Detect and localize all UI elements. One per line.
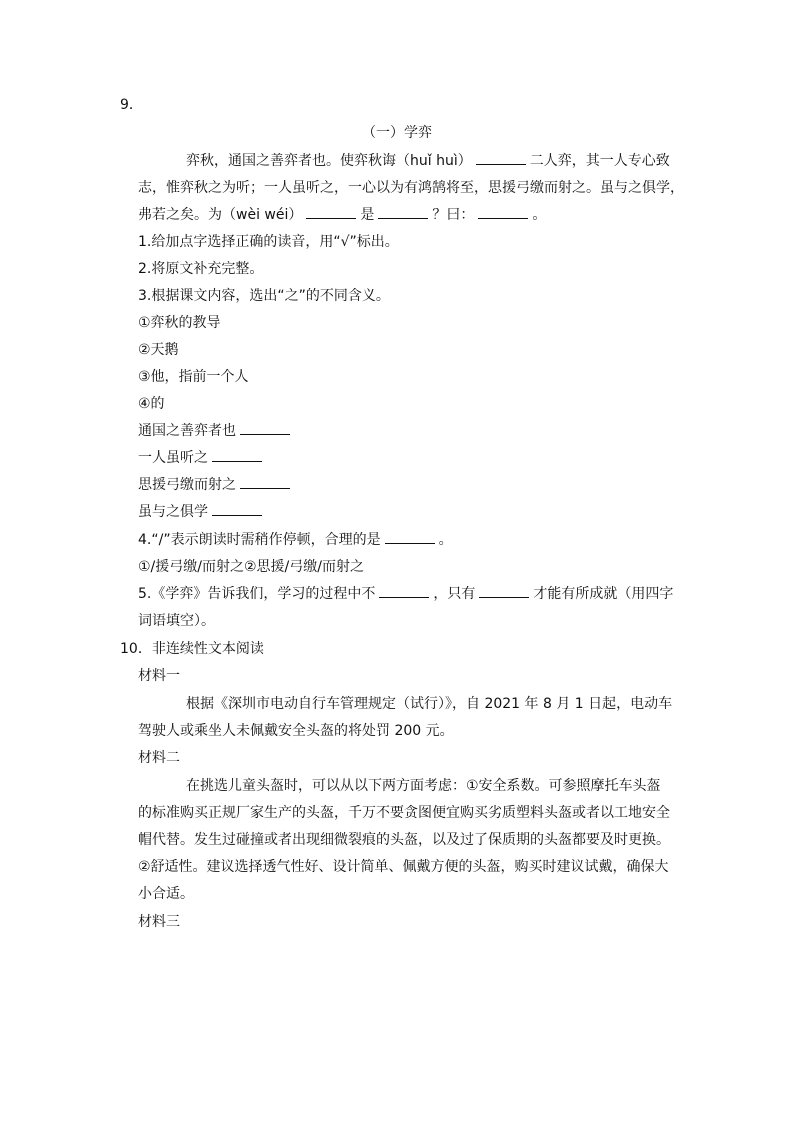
sub-question-3: 3.根据课文内容，选出“之”的不同含义。: [138, 288, 390, 304]
match-item-2: [138, 449, 266, 467]
match-item-1: [138, 422, 294, 440]
match-text: 通国之善弈者也: [138, 423, 236, 439]
material-1-line-2: 驾驶人或乘坐人未佩戴安全头盔的将处罚 200 元。: [138, 723, 454, 739]
question-text: ，只有: [433, 586, 476, 602]
question-text: 。: [438, 532, 453, 548]
passage-line-3: [138, 206, 546, 224]
option-1: ①弈秋的教导: [138, 315, 221, 331]
material-1-label: 材料一: [138, 668, 180, 684]
passage-text: 。: [532, 207, 547, 223]
passage-text: ？曰：: [432, 207, 475, 223]
blank-1[interactable]: [476, 152, 526, 165]
sub-question-1: 1.给加点字选择正确的读音，用“√”标出。: [138, 234, 399, 250]
question-text: 4.“/”表示朗读时需稍作停顿，合理的是: [138, 532, 381, 548]
material-2-line-2: 的标准购买正规厂家生产的头盔，千万不要贪图便宜购买劣质塑料头盔或者以工地安全: [138, 805, 670, 821]
match-text: 虽与之俱学: [138, 504, 208, 520]
option-4: ④的: [138, 396, 165, 412]
match-blank-4[interactable]: [212, 503, 262, 516]
question-number-9: 9．: [120, 97, 143, 113]
option-3: ③他，指前一个人: [138, 369, 249, 385]
match-item-3: [138, 476, 294, 494]
question-10-header: 10．非连续性文本阅读: [120, 641, 264, 657]
passage-text: 二人弈，其一人专心致: [529, 153, 670, 169]
match-text: 思援弓缴而射之: [138, 477, 236, 493]
passage-line-2: 志，惟弈秋之为听；一人虽听之，一心以为有鸿鹄将至，思援弓缴而射之。虽与之俱学，: [138, 180, 684, 196]
blank-7[interactable]: [479, 585, 529, 598]
question-text: 5.《学弈》告诉我们，学习的过程中不: [138, 586, 376, 602]
passage-text: 弈秋，通国之善弈者也。使弈秋诲（huǐ huì）: [186, 153, 472, 169]
material-3-label: 材料三: [138, 914, 180, 930]
blank-3[interactable]: [378, 206, 428, 219]
sub-question-5-cont: 词语填空）。: [138, 613, 215, 629]
sub-question-4-options: ①/援弓缴/而射之②思援/弓缴/而射之: [138, 559, 364, 575]
blank-2[interactable]: [306, 206, 356, 219]
sub-question-5: [138, 585, 673, 603]
match-text: 一人虽听之: [138, 450, 208, 466]
passage-text: 弗若之矣。为（wèi wéi）: [138, 207, 303, 223]
match-blank-3[interactable]: [240, 476, 290, 489]
match-blank-2[interactable]: [212, 449, 262, 462]
passage-line-1: [186, 152, 670, 170]
material-2-line-5: 小合适。: [138, 886, 194, 902]
material-1-line-1: 根据《深圳市电动自行车管理规定（试行）》，自 2021 年 8 月 1 日起，电动车: [186, 696, 673, 712]
material-2-label: 材料二: [138, 750, 180, 766]
match-blank-1[interactable]: [240, 422, 290, 435]
question-text: 才能有所成就（用四字: [533, 586, 674, 602]
sub-question-2: 2.将原文补充完整。: [138, 261, 264, 277]
material-2-line-1: 在挑选儿童头盔时，可以从以下两方面考虑：①安全系数。可参照摩托车头盔: [186, 778, 661, 794]
passage-text: 是: [360, 207, 375, 223]
blank-6[interactable]: [379, 585, 429, 598]
option-2: ②天鹅: [138, 342, 179, 358]
blank-4[interactable]: [478, 206, 528, 219]
blank-5[interactable]: [385, 531, 435, 544]
match-item-4: [138, 503, 266, 521]
material-2-line-4: ②舒适性。建议选择透气性好、设计简单、佩戴方便的头盔，购买时建议试戴，确保大: [138, 859, 669, 875]
passage-title: （一）学弈: [362, 125, 432, 141]
sub-question-4: [138, 531, 453, 549]
material-2-line-3: 帽代替。发生过碰撞或者出现细微裂痕的头盔，以及过了保质期的头盔都要及时更换。: [138, 832, 670, 848]
